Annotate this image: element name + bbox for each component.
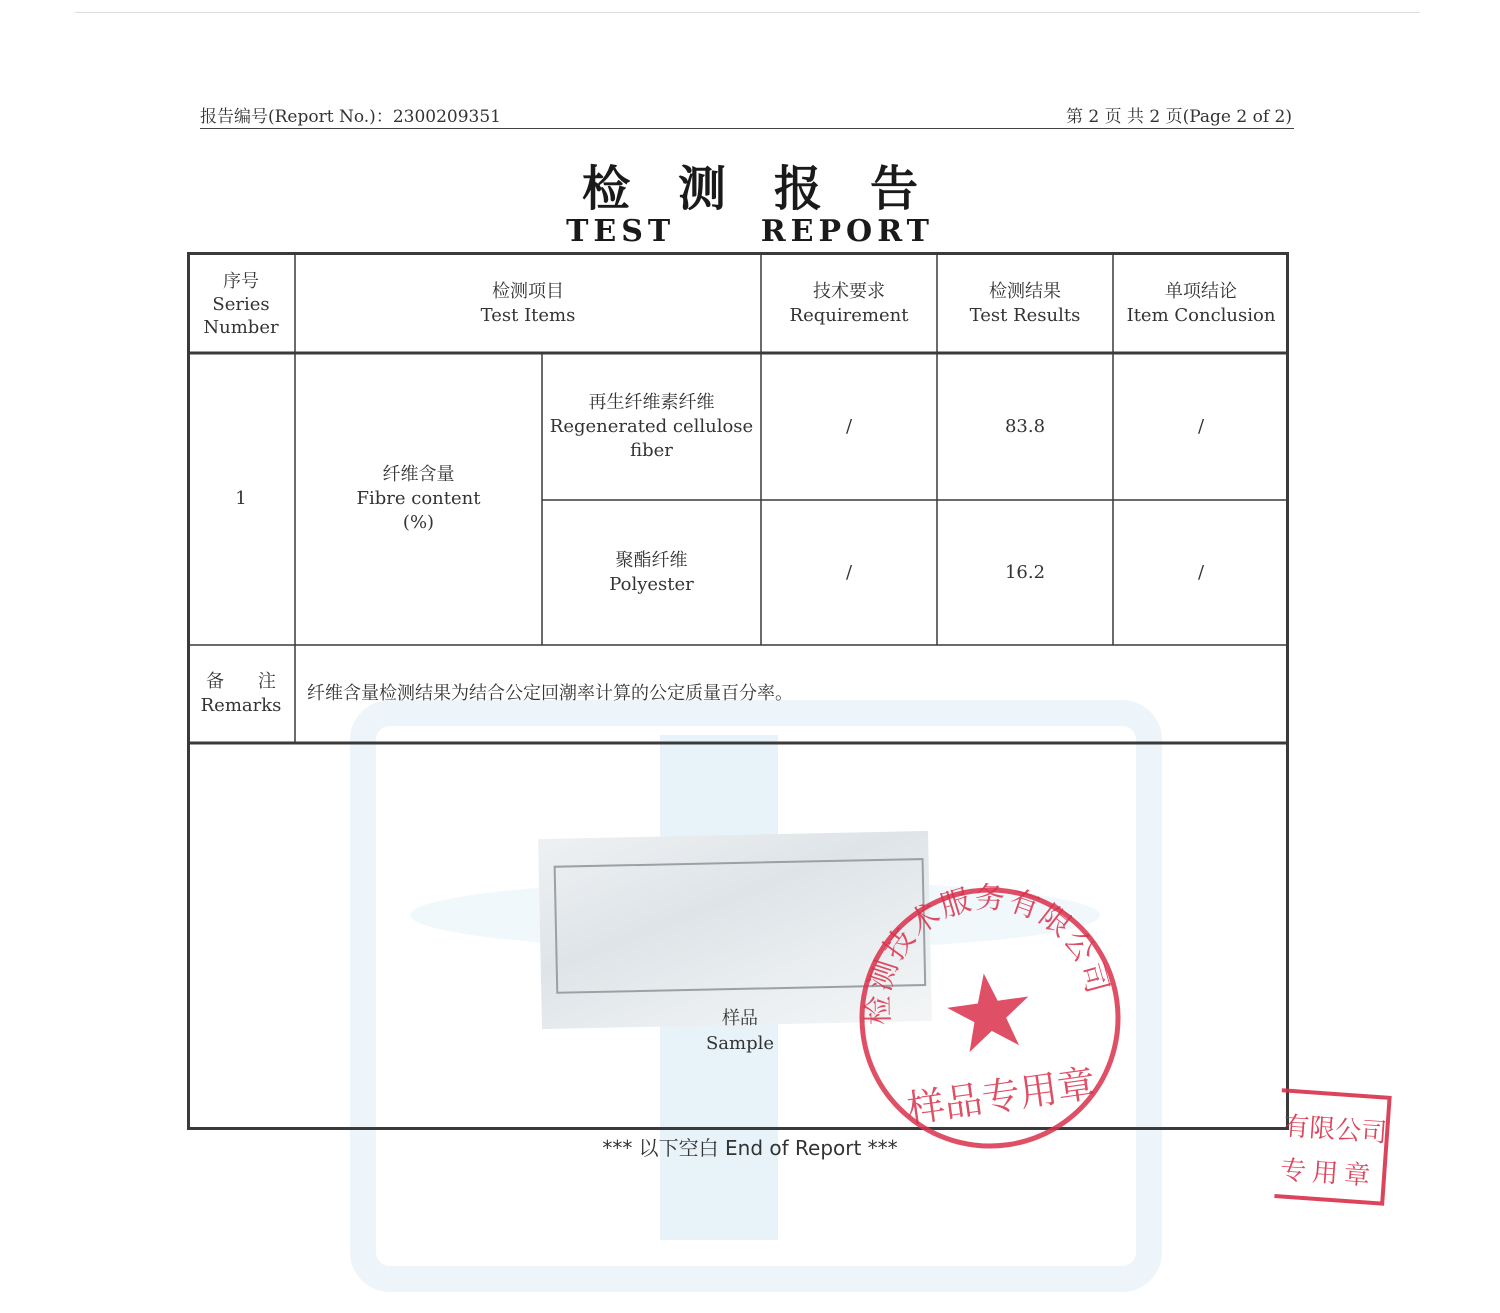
remarks-text: 纤维含量检测结果为结合公定回潮率计算的公定质量百分率。: [307, 683, 793, 704]
fibre-content-unit: (%): [402, 512, 435, 533]
header-items-cn: 检测项目: [492, 280, 564, 302]
header-test-items: [295, 254, 761, 353]
header-requirement: [761, 254, 937, 353]
report-number-label: 报告编号(Report No.)：: [200, 107, 393, 127]
partial-stamp-text-1: 有限公司: [1282, 1111, 1389, 1149]
title-chinese: 检测报告: [581, 161, 966, 217]
header-item-conclusion: [1113, 254, 1289, 353]
header-series-number: [187, 266, 295, 342]
header-conclusion-en: Item Conclusion: [1126, 304, 1276, 326]
polyester-cn: 聚酯纤维: [615, 549, 688, 571]
polyester-en: Polyester: [609, 573, 694, 595]
requirement-1: /: [845, 415, 853, 437]
partial-stamp-text-2: 专用章: [1279, 1155, 1378, 1193]
header-test-results: [937, 254, 1113, 353]
sample-label-cn: 样品: [722, 1008, 758, 1029]
stamp-arc-text: 检测技术服务有限公司: [861, 880, 1116, 1026]
stamp-center-text: 样品专用章: [903, 1061, 1099, 1132]
report-number-value: 2300209351: [392, 107, 501, 127]
top-rule: [75, 12, 1420, 13]
header-series-cn: 序号: [223, 270, 259, 292]
result-2: 16.2: [1004, 561, 1046, 583]
fibre-content-en: Fibre content: [356, 488, 481, 509]
regenerated-cellulose-cn: 再生纤维素纤维: [588, 391, 715, 413]
regenerated-cellulose-en1: Regenerated cellulose: [549, 415, 754, 437]
header-requirement-en: Requirement: [789, 304, 909, 326]
row-number: 1: [235, 488, 247, 509]
sample-seal-stamp: [850, 878, 1130, 1158]
partial-seal-stamp: [1268, 1082, 1398, 1212]
test-item-fibre-content: [295, 353, 542, 645]
report-number: [200, 102, 501, 127]
remarks-label: [187, 645, 295, 743]
sub-item-polyester: [542, 500, 761, 645]
sub-item-regenerated-cellulose: [542, 353, 761, 500]
header-conclusion-cn: 单项结论: [1165, 280, 1237, 302]
conclusion-2: /: [1197, 561, 1205, 583]
header-series-en1: Series: [212, 293, 270, 315]
page-info: 第 2 页 共 2 页(Page 2 of 2): [1065, 107, 1292, 127]
requirement-2: /: [845, 561, 853, 583]
regenerated-cellulose-en2: fiber: [630, 439, 673, 461]
sample-label: [690, 1006, 790, 1056]
remarks-label-cn: 备 注: [206, 671, 290, 692]
end-of-report: *** 以下空白 End of Report ***: [602, 1136, 898, 1160]
title-english: TEST REPORT: [566, 214, 934, 249]
fibre-content-cn: 纤维含量: [382, 464, 455, 485]
header-results-cn: 检测结果: [989, 280, 1061, 302]
sample-label-en: Sample: [705, 1033, 775, 1054]
header-items-en: Test Items: [480, 304, 576, 326]
header-series-en2: Number: [203, 316, 279, 338]
header-results-en: Test Results: [969, 304, 1081, 326]
header-divider: [200, 128, 1294, 129]
remarks-label-en: Remarks: [200, 695, 282, 716]
header-requirement-cn: 技术要求: [813, 280, 885, 302]
result-1: 83.8: [1004, 415, 1046, 437]
report-header: [200, 102, 1292, 126]
conclusion-1: /: [1197, 415, 1205, 437]
